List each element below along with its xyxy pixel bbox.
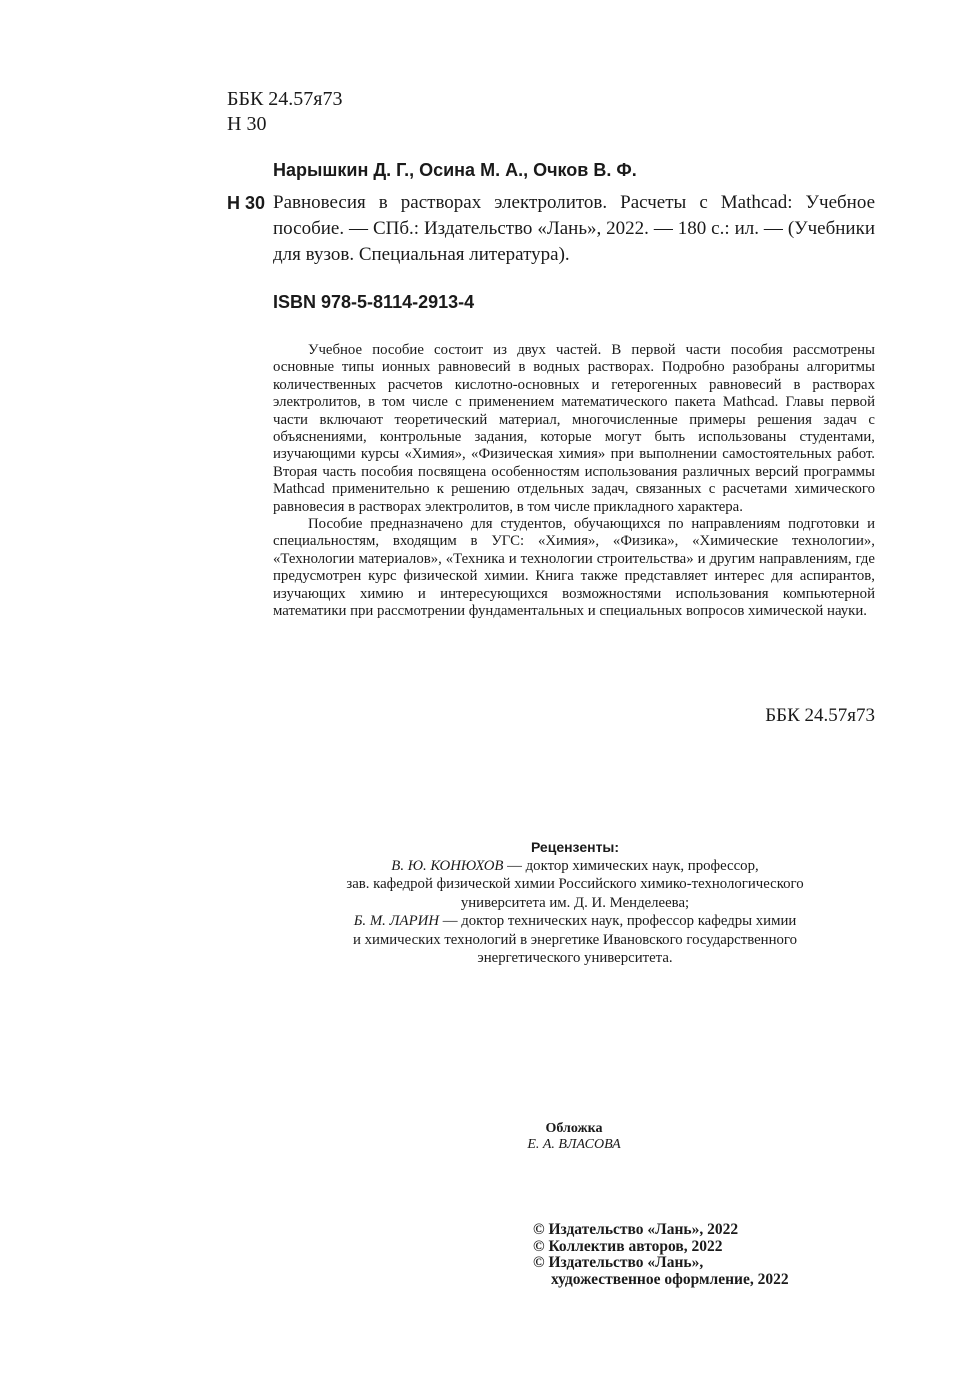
bbk-bottom: ББК 24.57я73 <box>765 705 875 726</box>
copyright-block <box>533 1222 789 1288</box>
reviewer-2-line-2: и химических технологий в энергетике Ивановского государственного <box>352 931 798 948</box>
bbk-header <box>227 87 343 137</box>
bibliographic-description: Равновесия в растворах электролитов. Расчеты с Mathcad: Учебное пособие. — СПб.: Издательство «Лань», 2022. — 180 с.: ил. — (Учебники для вузов. Специальная литература). <box>273 192 875 265</box>
reviewer-1-line-2: зав. кафедрой физической химии Российского химико-технологического <box>346 876 804 892</box>
reviewer-1-line-1: — доктор химических наук, профессор, <box>503 857 759 874</box>
abstract-paragraph-1: Учебное пособие состоит из двух частей. В первой части пособия рассмотрены основные типы ионных равновесий в водных растворах. Подробно разобраны алгоритмы количественных расчетов кислотно-основных и гетерогенных равновесий в растворах электролитов, в том числе с применением математического пакета Mathcad. Главы первой части включают теоретический материал, многочисленные примеры решения задач с объяснениями, контрольные задания, которые могут быть использованы студентами, изучающими курсы «Химия», «Физическая химия» при выполнении самостоятельных работ. Вторая часть пособия посвящена особенностям использования различных версий программы Mathcad применительно к решению отдельных задач, связанных с расчетами химического равновесия в растворах электролитов, в том числе прикладного характера. <box>273 342 875 515</box>
reviewer-1-line-3: университета им. Д. И. Менделеева; <box>460 894 690 911</box>
reviewer-1-name: В. Ю. КОНЮХОВ <box>391 857 504 874</box>
authors: Нарышкин Д. Г., Осина М. А., Очков В. Ф. <box>273 160 637 180</box>
copyright-line-1: © Издательство «Лань», 2022 <box>533 1221 739 1238</box>
reviewer-2-line-1: — доктор технических наук, профессор кафедры химии <box>439 913 797 929</box>
cover-designer-name: Е. А. ВЛАСОВА <box>527 1137 621 1152</box>
reviewer-2-line-3: энергетического университета. <box>477 950 673 966</box>
reviewer-1 <box>275 857 875 876</box>
copyright-line-3: © Издательство «Лань», <box>533 1254 704 1271</box>
reviewer-2-name: Б. М. ЛАРИН <box>353 913 440 929</box>
isbn: ISBN 978-5-8114-2913-4 <box>273 292 475 312</box>
author-sign: Н 30 <box>227 113 267 135</box>
copyright-line-2: © Коллектив авторов, 2022 <box>533 1237 723 1255</box>
abstract <box>273 342 875 621</box>
entry-code: Н 30 <box>227 193 266 213</box>
cover-designer <box>474 1137 674 1153</box>
copyright-line-4: художественное оформление, 2022 <box>551 1270 789 1288</box>
reviewer-2 <box>275 912 875 931</box>
reviewers-heading: Рецензенты: <box>530 839 620 855</box>
abstract-paragraph-2: Пособие предназначено для студентов, обучающихся по направлениям подготовки и специальностям, входящим в УГС: «Химия», «Физика», «Химические технологии», «Технологии материалов», «Техника и технологии строительства» и другим направлениям, где предусмотрен курс физической химии. Книга также представляет интерес для аспирантов, изучающих химию и интересующихся возможностями использования компьютерной математики при рассмотрении фундаментальных и специальных вопросов химической науки. <box>273 516 875 620</box>
reviewers-block <box>275 838 875 968</box>
cover-credit <box>474 1121 674 1153</box>
cover-heading: Обложка <box>545 1121 603 1136</box>
bbk-code: ББК 24.57я73 <box>227 88 343 110</box>
